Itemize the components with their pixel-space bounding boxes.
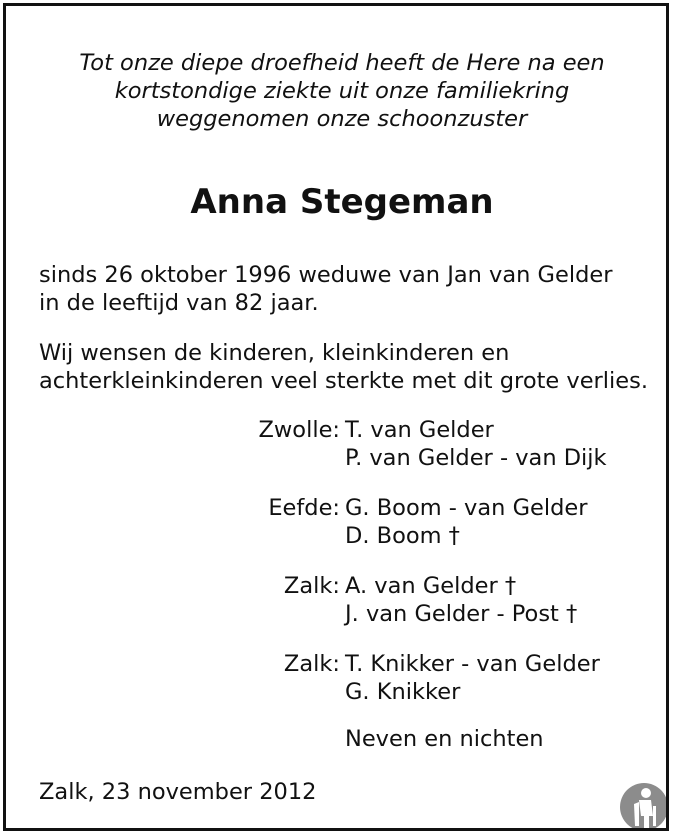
intro-line: weggenomen onze schoonzuster bbox=[156, 106, 528, 132]
details-line: in de leeftijd van 82 jaar. bbox=[39, 290, 319, 316]
details-line: sinds 26 oktober 1996 weduwe van Jan van Gelder bbox=[39, 262, 613, 288]
deceased-name: Anna Stegeman bbox=[190, 182, 494, 222]
wishes-paragraph bbox=[39, 339, 648, 395]
family-member: J. van Gelder - Post † bbox=[345, 601, 578, 627]
family-place: Eefde: bbox=[268, 495, 340, 521]
family-member: G. Knikker bbox=[345, 679, 461, 705]
family-names bbox=[345, 494, 587, 550]
family-member: T. Knikker - van Gelder bbox=[345, 651, 600, 677]
memorial-figure-icon bbox=[619, 782, 669, 831]
family-names bbox=[345, 416, 607, 472]
intro-text bbox=[6, 49, 669, 133]
place-date: Zalk, 23 november 2012 bbox=[39, 779, 317, 805]
family-list bbox=[6, 416, 669, 728]
family-group bbox=[6, 416, 669, 472]
intro-line: Tot onze diepe droefheid heeft de Here na een bbox=[79, 50, 605, 76]
family-group bbox=[6, 572, 669, 628]
family-names bbox=[345, 650, 600, 706]
family-member: T. van Gelder bbox=[345, 417, 494, 443]
wishes-line: achterkleinkinderen veel sterkte met dit grote verlies. bbox=[39, 368, 649, 394]
family-place: Zwolle: bbox=[258, 417, 340, 443]
details-paragraph bbox=[39, 261, 612, 317]
family-member: G. Boom - van Gelder bbox=[345, 495, 588, 521]
notice-frame bbox=[3, 3, 669, 831]
intro-line: kortstondige ziekte uit onze familiekring bbox=[114, 78, 570, 104]
family-place: Zalk: bbox=[283, 573, 340, 599]
family-place: Zalk: bbox=[283, 651, 340, 677]
family-member: A. van Gelder † bbox=[345, 573, 517, 599]
family-names bbox=[345, 572, 577, 628]
wishes-line: Wij wensen de kinderen, kleinkinderen en bbox=[39, 340, 510, 366]
family-member: D. Boom † bbox=[345, 523, 460, 549]
family-group bbox=[6, 494, 669, 550]
family-group bbox=[6, 650, 669, 706]
extra-relatives: Neven en nichten bbox=[345, 726, 544, 752]
family-member: P. van Gelder - van Dijk bbox=[345, 445, 607, 471]
